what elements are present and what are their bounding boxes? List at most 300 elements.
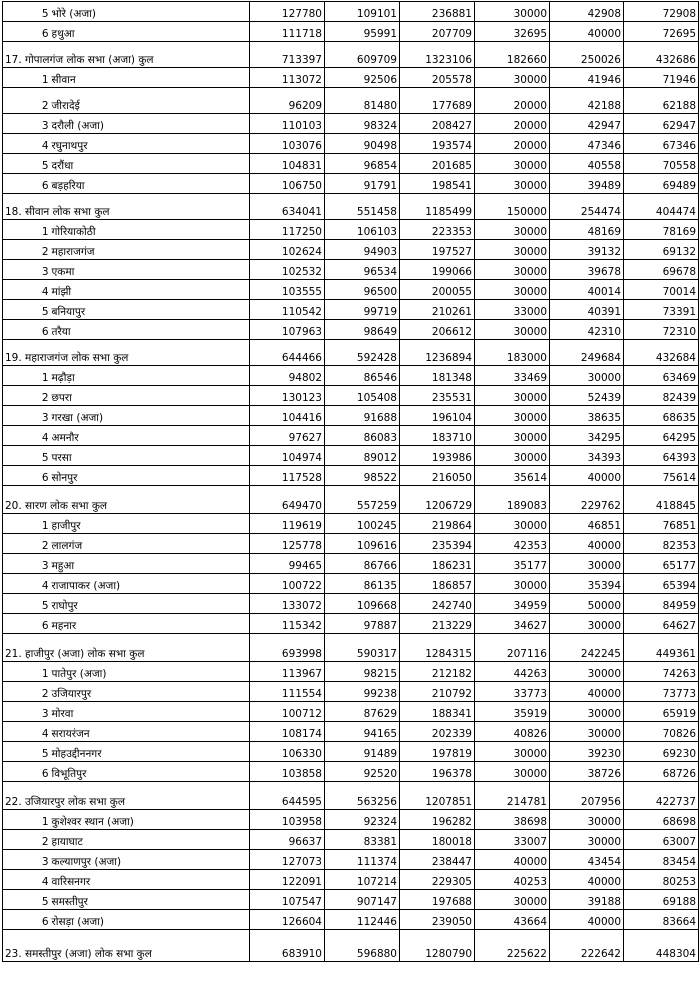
value-cell-3: 197527 <box>400 240 475 260</box>
value-cell-6: 418845 <box>624 486 699 514</box>
value-cell-1: 103858 <box>250 762 325 782</box>
value-cell-5: 39678 <box>550 260 624 280</box>
value-cell-6: 64393 <box>624 446 699 466</box>
value-cell-4: 33469 <box>475 366 550 386</box>
constituency-name-cell: दरौंधा <box>50 154 250 174</box>
value-cell-3: 1323106 <box>400 42 475 68</box>
value-cell-2: 96500 <box>325 280 400 300</box>
value-cell-4: 30000 <box>475 446 550 466</box>
value-cell-3: 1206729 <box>400 486 475 514</box>
value-cell-5: 222642 <box>550 930 624 962</box>
value-cell-4: 35614 <box>475 466 550 486</box>
value-cell-5: 34295 <box>550 426 624 446</box>
value-cell-3: 201685 <box>400 154 475 174</box>
value-cell-2: 95991 <box>325 22 400 42</box>
value-cell-5: 42908 <box>550 2 624 22</box>
value-cell-4: 189083 <box>475 486 550 514</box>
serial-number-cell: 2 <box>3 682 50 702</box>
constituency-name-cell: पातेपुर (अजा) <box>50 662 250 682</box>
value-cell-3: 205578 <box>400 68 475 88</box>
value-cell-5: 38726 <box>550 762 624 782</box>
value-cell-3: 206612 <box>400 320 475 340</box>
table-row <box>3 240 699 260</box>
total-row <box>3 42 699 68</box>
table-row <box>3 22 699 42</box>
table-row <box>3 614 699 634</box>
value-cell-6: 422737 <box>624 782 699 810</box>
value-cell-3: 193574 <box>400 134 475 154</box>
value-cell-2: 92324 <box>325 810 400 830</box>
serial-number-cell: 2 <box>3 830 50 850</box>
value-cell-6: 76851 <box>624 514 699 534</box>
total-number: 18. <box>5 206 22 218</box>
value-cell-4: 20000 <box>475 134 550 154</box>
serial-number-cell: 2 <box>3 534 50 554</box>
constituency-name-cell: मोहउद्दीननगर <box>50 742 250 762</box>
value-cell-2: 98649 <box>325 320 400 340</box>
value-cell-2: 100245 <box>325 514 400 534</box>
value-cell-6: 78169 <box>624 220 699 240</box>
value-cell-1: 104416 <box>250 406 325 426</box>
value-cell-1: 102624 <box>250 240 325 260</box>
value-cell-1: 117250 <box>250 220 325 240</box>
value-cell-2: 105408 <box>325 386 400 406</box>
value-cell-5: 43454 <box>550 850 624 870</box>
constituency-name-cell: गरखा (अजा) <box>50 406 250 426</box>
serial-number-cell: 1 <box>3 366 50 386</box>
value-cell-2: 112446 <box>325 910 400 930</box>
value-cell-3: 198541 <box>400 174 475 194</box>
table-row <box>3 662 699 682</box>
value-cell-2: 98324 <box>325 114 400 134</box>
value-cell-3: 1236894 <box>400 340 475 366</box>
value-cell-6: 69230 <box>624 742 699 762</box>
value-cell-6: 82353 <box>624 534 699 554</box>
value-cell-4: 182660 <box>475 42 550 68</box>
serial-number-cell: 4 <box>3 134 50 154</box>
value-cell-6: 449361 <box>624 634 699 662</box>
value-cell-5: 30000 <box>550 554 624 574</box>
value-cell-3: 213229 <box>400 614 475 634</box>
total-label: सीवान लोक सभा कुल <box>25 206 110 218</box>
table-row <box>3 722 699 742</box>
value-cell-4: 34627 <box>475 614 550 634</box>
serial-number-cell: 4 <box>3 722 50 742</box>
table-row <box>3 2 699 22</box>
value-cell-2: 86766 <box>325 554 400 574</box>
value-cell-3: 1185499 <box>400 194 475 220</box>
value-cell-1: 97627 <box>250 426 325 446</box>
value-cell-1: 119619 <box>250 514 325 534</box>
value-cell-6: 69188 <box>624 890 699 910</box>
value-cell-4: 30000 <box>475 240 550 260</box>
value-cell-3: 188341 <box>400 702 475 722</box>
value-cell-1: 96637 <box>250 830 325 850</box>
table-row <box>3 260 699 280</box>
value-cell-6: 75614 <box>624 466 699 486</box>
value-cell-6: 448304 <box>624 930 699 962</box>
total-row <box>3 340 699 366</box>
value-cell-6: 74263 <box>624 662 699 682</box>
table-row <box>3 386 699 406</box>
value-cell-4: 30000 <box>475 386 550 406</box>
table-row <box>3 870 699 890</box>
value-cell-2: 96534 <box>325 260 400 280</box>
table-row <box>3 702 699 722</box>
value-cell-1: 103958 <box>250 810 325 830</box>
value-cell-5: 242245 <box>550 634 624 662</box>
serial-number-cell: 1 <box>3 810 50 830</box>
serial-number-cell: 1 <box>3 662 50 682</box>
table-row <box>3 742 699 762</box>
value-cell-1: 127073 <box>250 850 325 870</box>
value-cell-6: 404474 <box>624 194 699 220</box>
value-cell-5: 42947 <box>550 114 624 134</box>
value-cell-1: 110542 <box>250 300 325 320</box>
value-cell-1: 113072 <box>250 68 325 88</box>
value-cell-4: 33007 <box>475 830 550 850</box>
value-cell-1: 113967 <box>250 662 325 682</box>
value-cell-6: 84959 <box>624 594 699 614</box>
value-cell-4: 40253 <box>475 870 550 890</box>
value-cell-5: 38635 <box>550 406 624 426</box>
constituency-name-cell: जीरादेई <box>50 88 250 114</box>
value-cell-2: 596880 <box>325 930 400 962</box>
value-cell-1: 122091 <box>250 870 325 890</box>
value-cell-5: 40000 <box>550 870 624 890</box>
value-cell-6: 63007 <box>624 830 699 850</box>
table-row <box>3 574 699 594</box>
value-cell-3: 197819 <box>400 742 475 762</box>
value-cell-4: 30000 <box>475 890 550 910</box>
total-label-cell <box>3 340 250 366</box>
value-cell-1: 106330 <box>250 742 325 762</box>
serial-number-cell: 6 <box>3 174 50 194</box>
serial-number-cell: 3 <box>3 260 50 280</box>
value-cell-6: 432684 <box>624 340 699 366</box>
value-cell-6: 69132 <box>624 240 699 260</box>
value-cell-2: 91791 <box>325 174 400 194</box>
value-cell-5: 207956 <box>550 782 624 810</box>
constituency-name-cell: हायाघाट <box>50 830 250 850</box>
table-row <box>3 280 699 300</box>
value-cell-1: 683910 <box>250 930 325 962</box>
value-cell-1: 111718 <box>250 22 325 42</box>
value-cell-2: 81480 <box>325 88 400 114</box>
value-cell-1: 126604 <box>250 910 325 930</box>
value-cell-6: 71946 <box>624 68 699 88</box>
value-cell-5: 50000 <box>550 594 624 614</box>
serial-number-cell: 6 <box>3 762 50 782</box>
value-cell-3: 207709 <box>400 22 475 42</box>
value-cell-1: 94802 <box>250 366 325 386</box>
value-cell-5: 39489 <box>550 174 624 194</box>
serial-number-cell: 6 <box>3 910 50 930</box>
value-cell-2: 109616 <box>325 534 400 554</box>
value-cell-5: 42188 <box>550 88 624 114</box>
value-cell-6: 63469 <box>624 366 699 386</box>
value-cell-4: 35177 <box>475 554 550 574</box>
table-row <box>3 554 699 574</box>
value-cell-2: 109101 <box>325 2 400 22</box>
value-cell-1: 99465 <box>250 554 325 574</box>
value-cell-2: 87629 <box>325 702 400 722</box>
constituency-name-cell: दरौली (अजा) <box>50 114 250 134</box>
value-cell-5: 30000 <box>550 830 624 850</box>
value-cell-2: 99719 <box>325 300 400 320</box>
constituency-name-cell: कुशेश्वर स्थान (अजा) <box>50 810 250 830</box>
value-cell-4: 34959 <box>475 594 550 614</box>
value-cell-5: 30000 <box>550 614 624 634</box>
value-cell-6: 432686 <box>624 42 699 68</box>
total-number: 17. <box>5 54 22 66</box>
value-cell-4: 32695 <box>475 22 550 42</box>
table-row <box>3 366 699 386</box>
total-label: उजियारपुर लोक सभा कुल <box>25 796 125 808</box>
value-cell-3: 242740 <box>400 594 475 614</box>
value-cell-2: 92520 <box>325 762 400 782</box>
constituency-name-cell: तरैया <box>50 320 250 340</box>
value-cell-6: 70014 <box>624 280 699 300</box>
value-cell-5: 40014 <box>550 280 624 300</box>
value-cell-3: 235394 <box>400 534 475 554</box>
total-label-cell <box>3 930 250 962</box>
value-cell-1: 110103 <box>250 114 325 134</box>
serial-number-cell: 5 <box>3 594 50 614</box>
table-row <box>3 910 699 930</box>
value-cell-5: 30000 <box>550 722 624 742</box>
value-cell-4: 30000 <box>475 260 550 280</box>
value-cell-1: 104974 <box>250 446 325 466</box>
value-cell-4: 30000 <box>475 426 550 446</box>
value-cell-4: 38698 <box>475 810 550 830</box>
constituency-name-cell: सीवान <box>50 68 250 88</box>
value-cell-2: 106103 <box>325 220 400 240</box>
total-row <box>3 634 699 662</box>
constituency-name-cell: सोनपुर <box>50 466 250 486</box>
constituency-name-cell: एकमा <box>50 260 250 280</box>
total-label-cell <box>3 782 250 810</box>
serial-number-cell: 5 <box>3 890 50 910</box>
value-cell-3: 1284315 <box>400 634 475 662</box>
constituency-name-cell: रोसड़ा (अजा) <box>50 910 250 930</box>
value-cell-1: 644595 <box>250 782 325 810</box>
table-row <box>3 850 699 870</box>
constituency-name-cell: परसा <box>50 446 250 466</box>
value-cell-4: 40000 <box>475 850 550 870</box>
value-cell-6: 82439 <box>624 386 699 406</box>
total-number: 19. <box>5 352 22 364</box>
value-cell-1: 96209 <box>250 88 325 114</box>
value-cell-4: 30000 <box>475 220 550 240</box>
value-cell-3: 200055 <box>400 280 475 300</box>
value-cell-4: 30000 <box>475 154 550 174</box>
total-label-cell <box>3 42 250 68</box>
value-cell-5: 249684 <box>550 340 624 366</box>
constituency-name-cell: हथुआ <box>50 22 250 42</box>
value-cell-5: 40558 <box>550 154 624 174</box>
value-cell-2: 94903 <box>325 240 400 260</box>
table-row <box>3 594 699 614</box>
constituency-name-cell: छपरा <box>50 386 250 406</box>
table-row <box>3 406 699 426</box>
total-label: सारण लोक सभा कुल <box>25 500 108 512</box>
value-cell-4: 207116 <box>475 634 550 662</box>
serial-number-cell: 5 <box>3 300 50 320</box>
constituency-name-cell: राजापाकर (अजा) <box>50 574 250 594</box>
value-cell-5: 34393 <box>550 446 624 466</box>
constituency-name-cell: बनियापुर <box>50 300 250 320</box>
total-label: महाराजगंज लोक सभा कुल <box>25 352 129 364</box>
value-cell-5: 41946 <box>550 68 624 88</box>
value-cell-3: 210792 <box>400 682 475 702</box>
total-label-cell <box>3 194 250 220</box>
total-row <box>3 486 699 514</box>
value-cell-6: 65177 <box>624 554 699 574</box>
value-cell-5: 39230 <box>550 742 624 762</box>
value-cell-6: 62947 <box>624 114 699 134</box>
value-cell-1: 634041 <box>250 194 325 220</box>
value-cell-3: 229305 <box>400 870 475 890</box>
value-cell-5: 40000 <box>550 534 624 554</box>
value-cell-4: 44263 <box>475 662 550 682</box>
value-cell-2: 97887 <box>325 614 400 634</box>
table-row <box>3 68 699 88</box>
value-cell-4: 30000 <box>475 280 550 300</box>
table-row <box>3 174 699 194</box>
constituency-name-cell: रघुनाथपुर <box>50 134 250 154</box>
value-cell-3: 186231 <box>400 554 475 574</box>
value-cell-2: 551458 <box>325 194 400 220</box>
value-cell-1: 117528 <box>250 466 325 486</box>
value-cell-6: 69678 <box>624 260 699 280</box>
value-cell-5: 229762 <box>550 486 624 514</box>
value-cell-6: 68698 <box>624 810 699 830</box>
value-cell-5: 52439 <box>550 386 624 406</box>
table-row <box>3 320 699 340</box>
table-row <box>3 446 699 466</box>
value-cell-4: 30000 <box>475 174 550 194</box>
value-cell-4: 30000 <box>475 320 550 340</box>
value-cell-6: 72908 <box>624 2 699 22</box>
serial-number-cell: 3 <box>3 114 50 134</box>
table-row <box>3 514 699 534</box>
value-cell-1: 644466 <box>250 340 325 366</box>
serial-number-cell: 6 <box>3 466 50 486</box>
value-cell-3: 210261 <box>400 300 475 320</box>
value-cell-4: 30000 <box>475 762 550 782</box>
constituency-name-cell: उजियारपुर <box>50 682 250 702</box>
value-cell-5: 254474 <box>550 194 624 220</box>
value-cell-1: 115342 <box>250 614 325 634</box>
value-cell-5: 46851 <box>550 514 624 534</box>
serial-number-cell: 3 <box>3 702 50 722</box>
constituency-name-cell: भोरे (अजा) <box>50 2 250 22</box>
constituency-name-cell: बड़हरिया <box>50 174 250 194</box>
value-cell-2: 96854 <box>325 154 400 174</box>
serial-number-cell: 2 <box>3 88 50 114</box>
value-cell-6: 70826 <box>624 722 699 742</box>
value-cell-4: 30000 <box>475 406 550 426</box>
serial-number-cell: 6 <box>3 614 50 634</box>
table-row <box>3 830 699 850</box>
value-cell-3: 181348 <box>400 366 475 386</box>
value-cell-3: 202339 <box>400 722 475 742</box>
table-row <box>3 426 699 446</box>
value-cell-6: 62188 <box>624 88 699 114</box>
constituency-name-cell: गोरियाकोठी <box>50 220 250 240</box>
value-cell-5: 30000 <box>550 810 624 830</box>
value-cell-1: 649470 <box>250 486 325 514</box>
constituency-name-cell: सरायरंजन <box>50 722 250 742</box>
value-cell-6: 68635 <box>624 406 699 426</box>
constituency-name-cell: कल्याणपुर (अजा) <box>50 850 250 870</box>
serial-number-cell: 1 <box>3 68 50 88</box>
value-cell-2: 91688 <box>325 406 400 426</box>
value-cell-3: 236881 <box>400 2 475 22</box>
constituency-name-cell: विभूतिपुर <box>50 762 250 782</box>
value-cell-3: 239050 <box>400 910 475 930</box>
value-cell-6: 69489 <box>624 174 699 194</box>
value-cell-1: 133072 <box>250 594 325 614</box>
value-cell-5: 39188 <box>550 890 624 910</box>
value-cell-6: 65919 <box>624 702 699 722</box>
constituency-name-cell: महाराजगंज <box>50 240 250 260</box>
value-cell-2: 90498 <box>325 134 400 154</box>
serial-number-cell: 5 <box>3 2 50 22</box>
value-cell-5: 47346 <box>550 134 624 154</box>
value-cell-4: 214781 <box>475 782 550 810</box>
value-cell-5: 30000 <box>550 662 624 682</box>
serial-number-cell: 5 <box>3 742 50 762</box>
value-cell-2: 89012 <box>325 446 400 466</box>
value-cell-3: 1280790 <box>400 930 475 962</box>
value-cell-3: 223353 <box>400 220 475 240</box>
value-cell-5: 40000 <box>550 682 624 702</box>
value-cell-2: 907147 <box>325 890 400 910</box>
value-cell-3: 212182 <box>400 662 475 682</box>
value-cell-3: 196282 <box>400 810 475 830</box>
value-cell-2: 86083 <box>325 426 400 446</box>
table-row <box>3 300 699 320</box>
value-cell-3: 235531 <box>400 386 475 406</box>
constituency-name-cell: महनार <box>50 614 250 634</box>
value-cell-4: 20000 <box>475 114 550 134</box>
total-label: हाजीपुर (अजा) लोक सभा कुल <box>25 648 145 660</box>
value-cell-2: 94165 <box>325 722 400 742</box>
value-cell-3: 193986 <box>400 446 475 466</box>
value-cell-5: 250026 <box>550 42 624 68</box>
serial-number-cell: 3 <box>3 850 50 870</box>
serial-number-cell: 4 <box>3 426 50 446</box>
total-row <box>3 782 699 810</box>
total-row <box>3 930 699 962</box>
value-cell-1: 102532 <box>250 260 325 280</box>
value-cell-4: 30000 <box>475 742 550 762</box>
value-cell-4: 20000 <box>475 88 550 114</box>
value-cell-1: 693998 <box>250 634 325 662</box>
value-cell-1: 103076 <box>250 134 325 154</box>
value-cell-5: 30000 <box>550 366 624 386</box>
serial-number-cell: 5 <box>3 446 50 466</box>
value-cell-6: 64295 <box>624 426 699 446</box>
value-cell-3: 180018 <box>400 830 475 850</box>
value-cell-2: 92506 <box>325 68 400 88</box>
value-cell-3: 197688 <box>400 890 475 910</box>
value-cell-1: 713397 <box>250 42 325 68</box>
serial-number-cell: 6 <box>3 320 50 340</box>
value-cell-3: 177689 <box>400 88 475 114</box>
